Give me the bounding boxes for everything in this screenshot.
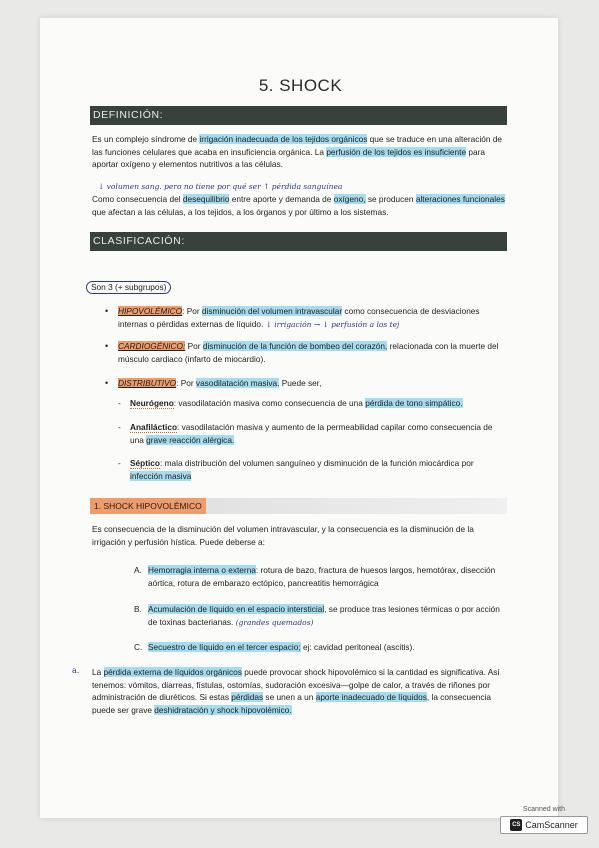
definicion-paragraph-2 <box>92 193 508 218</box>
text: se unen a un <box>263 692 316 703</box>
sub-septico <box>118 457 505 482</box>
highlight: vasodilatación masiva. <box>195 378 280 388</box>
document-page <box>40 18 558 818</box>
section-header-clasificacion: CLASIFICACIÓN: <box>90 232 507 251</box>
bullet-icon: • <box>105 306 109 316</box>
item-letter: B. <box>134 604 142 614</box>
highlight-label: HIPOVOLÉMICO <box>118 306 183 316</box>
sub-anafilactico <box>118 421 505 446</box>
highlight: pérdida externa de líquidos orgánicos <box>103 667 242 677</box>
text: que afectan a las células, a los tejidos, a los órganos y por último a los sistemas. <box>92 206 389 217</box>
section-header-definicion: DEFINICIÓN: <box>90 106 507 125</box>
text: , se produce tras lesiones térmicas o por acción de toxinas bacterianas. <box>148 604 500 627</box>
highlight: Hemorragia interna o externa <box>148 565 256 575</box>
bullet-cardiogenico <box>105 340 508 365</box>
handwritten-note-3: (grandes quemados) <box>235 617 314 627</box>
highlight: grave reacción alérgica. <box>146 434 235 445</box>
text: : mala distribución del volumen sanguíneo y disminución de la función miocárdica por <box>159 458 474 468</box>
highlight: aporte inadecuado de líquidos <box>315 692 427 703</box>
highlight: alteraciones funcionales <box>415 194 505 204</box>
text: entre aporte y demanda de <box>229 194 334 204</box>
highlight: pérdidas <box>231 692 264 703</box>
highlight: infección masiva <box>130 470 192 481</box>
camscanner-badge <box>500 816 588 834</box>
highlight: disminución del volumen intravascular <box>201 306 343 316</box>
text: Como consecuencia del <box>92 194 183 204</box>
text: para aportar oxígeno y elementos nutritivos a las células. <box>92 146 485 170</box>
item-letter: C. <box>134 642 143 652</box>
highlight-label: CARDIOGÉNICO: <box>118 341 186 351</box>
dash-icon: - <box>118 422 121 432</box>
sub-label: Séptico <box>130 458 160 468</box>
text: como consecuencia de desviaciones internas o pérdidas externas de líquido. <box>118 306 480 329</box>
highlight: Acumulación de líquido en el espacio intersticial <box>148 604 325 614</box>
text: que se traduce en una alteración de las funciones celulares que acaba en insuficiencia orgánica. La <box>92 134 503 157</box>
camscanner-stamp <box>500 806 588 842</box>
sub-label: Anafiláctico <box>130 422 178 432</box>
text: puede provocar shock hipovolémico si la cantidad es significativa. Así tenemos: vómitos, diarreas, fístulas, ostomías, sudoración excesiva—golpe de calor, a través de riñones por administración de diuréticos. Si estas <box>92 667 500 703</box>
definicion-paragraph-1 <box>92 133 508 171</box>
highlight: oxígeno, <box>333 194 366 204</box>
text: Es un complejo síndrome de <box>92 134 200 144</box>
highlight: perfusión de los tejidos es insuficiente <box>326 146 467 157</box>
text: Por <box>185 341 203 351</box>
highlight: desequilibrio <box>182 194 230 204</box>
dash-icon: - <box>118 458 121 468</box>
bullet-icon: • <box>105 341 109 351</box>
scanned-with-label: Scanned with <box>522 806 566 813</box>
handwritten-note-2: ↓ irrigación → ↓ perfusión a los tej <box>265 319 400 329</box>
sub-label: Neurógeno <box>130 398 174 408</box>
text: relacionada con la muerte del músculo cardiaco (infarto de miocardio). <box>118 341 499 364</box>
hipovolemico-paragraph <box>92 666 508 716</box>
item-letter: A. <box>134 565 142 575</box>
item-b <box>134 603 503 629</box>
text: Puede ser, <box>279 378 322 388</box>
bullet-hipovolemico <box>105 305 508 331</box>
hipovolemico-intro: Es consecuencia de la disminución del volumen intravascular, y la consecuencia es la disminución de la irrigación y perfusión hística. Puede deberse a: <box>92 524 474 547</box>
text: : rotura de bazo, fractura de huesos largos, hemotórax, disección aórtica, rotura de embarazo ectópico, pancreatitis hemorrágica <box>148 565 496 588</box>
camscanner-logo-icon: CS <box>510 819 522 831</box>
highlight: disminución de la función de bombeo del corazón, <box>202 341 388 351</box>
item-a <box>134 564 503 589</box>
highlight: pérdida de tono simpático. <box>365 398 463 408</box>
text: : vasodilatación masiva y aumento de la permeabilidad capilar como consecuencia de una <box>130 422 493 445</box>
highlight: Secuestro de líquido en el tercer espacio; <box>148 642 301 652</box>
section-header-hipovolemico <box>90 498 507 514</box>
subgroups-note: Son 3 (+ subgrupos) <box>86 281 171 294</box>
bullet-distributivo <box>105 377 508 390</box>
margin-mark: a. <box>72 666 80 675</box>
text: ej: cavidad peritoneal (ascitis). <box>300 642 415 652</box>
camscanner-brand: CamScanner <box>525 820 578 830</box>
text: : Por <box>182 306 202 316</box>
dash-icon: - <box>118 398 121 408</box>
item-c <box>134 641 503 654</box>
page-title: 5. SHOCK <box>258 76 343 95</box>
text: La <box>92 667 104 677</box>
highlight-label: DISTRIBUTIVO <box>118 378 177 388</box>
section-label: 1. SHOCK HIPOVOLÉMICO <box>90 498 206 514</box>
handwritten-note-1: ↓ volumen sang. pero no tiene por qué ser ↑ pérdida sanguínea <box>98 182 343 191</box>
text: : Por <box>176 378 196 388</box>
text: , la consecuencia puede ser grave <box>92 692 492 715</box>
highlight: deshidratación y shock hipovolémico. <box>154 704 292 715</box>
text: se producen <box>365 194 416 204</box>
bullet-icon: • <box>105 378 109 388</box>
highlight: irrigación inadecuada de los tejidos orgánicos <box>199 134 368 144</box>
text: : vasodilatación masiva como consecuencia de una <box>173 398 366 408</box>
sub-neurogeno <box>118 397 505 410</box>
